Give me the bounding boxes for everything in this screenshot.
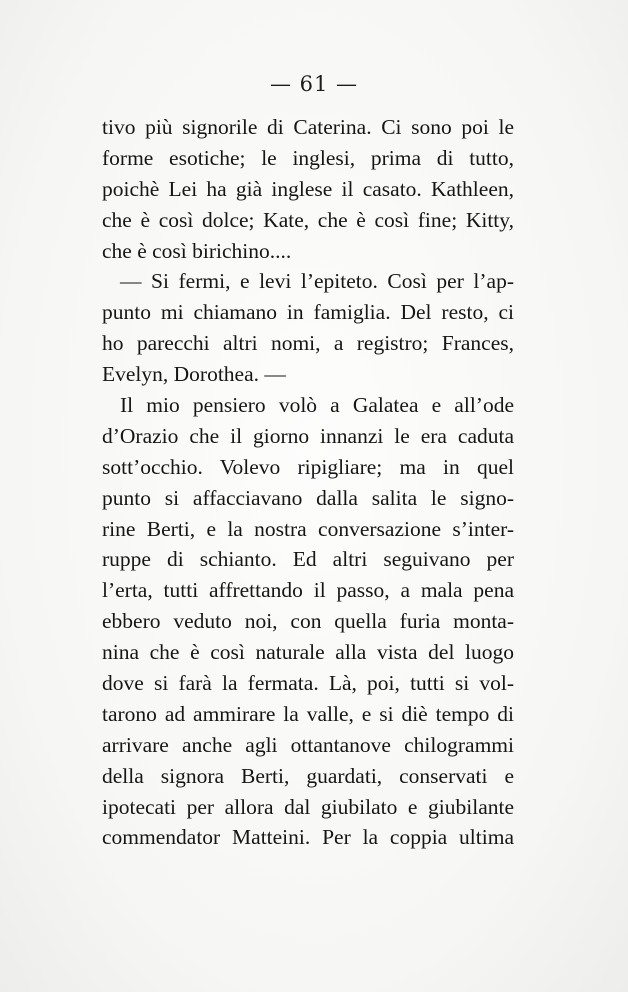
- text-line: dove si farà la fermata. Là, poi, tutti si vol-: [102, 671, 514, 696]
- text-line: poichè Lei ha già inglese il casato. Kathleen,: [102, 176, 514, 201]
- page-number: — 61 —: [269, 72, 359, 96]
- text-line: tarono ad ammirare la valle, e si diè tempo di: [102, 701, 514, 726]
- text-line: Il mio pensiero volò a Galatea e all’ode: [120, 393, 514, 418]
- text-line: arrivare anche agli ottantanove chilogrammi: [102, 732, 514, 757]
- text-line: commendator Matteini. Per la coppia ultima: [102, 825, 514, 850]
- text-line: forme esotiche; le inglesi, prima di tutto,: [102, 145, 514, 170]
- text-line: tivo più signorile di Caterina. Ci sono poi le: [102, 115, 514, 139]
- text-line: nina che è così naturale alla vista del luogo: [102, 640, 514, 665]
- text-line: punto si affacciavano dalla salita le signo-: [102, 485, 514, 510]
- text-line: ho parecchi altri nomi, a registro; Frances,: [102, 331, 514, 356]
- text-line: Evelyn, Dorothea. —: [102, 362, 286, 387]
- text-line: ipotecati per allora dal giubilato e giubilante: [102, 794, 514, 819]
- text-line: che è così dolce; Kate, che è così fine; Kitty,: [102, 207, 514, 232]
- text-line: ebbero veduto noi, con quella furia monta-: [102, 609, 514, 634]
- text-line: della signora Berti, guardati, conservati e: [102, 763, 514, 788]
- text-line: punto mi chiamano in famiglia. Del resto, ci: [102, 300, 514, 325]
- text-line: che è così birichino....: [102, 238, 292, 263]
- text-line: ruppe di schianto. Ed altri seguivano per: [102, 547, 514, 572]
- text-line: sott’occhio. Volevo ripigliare; ma in quel: [102, 454, 514, 479]
- body-text: [102, 112, 514, 853]
- text-line: — Si fermi, e levi l’epiteto. Così per l’ap-: [120, 269, 514, 294]
- text-line: rine Berti, e la nostra conversazione s’inter-: [102, 516, 514, 541]
- text-line: d’Orazio che il giorno innanzi le era caduta: [102, 423, 514, 448]
- text-line: l’erta, tutti affrettando il passo, a mala pena: [102, 578, 514, 603]
